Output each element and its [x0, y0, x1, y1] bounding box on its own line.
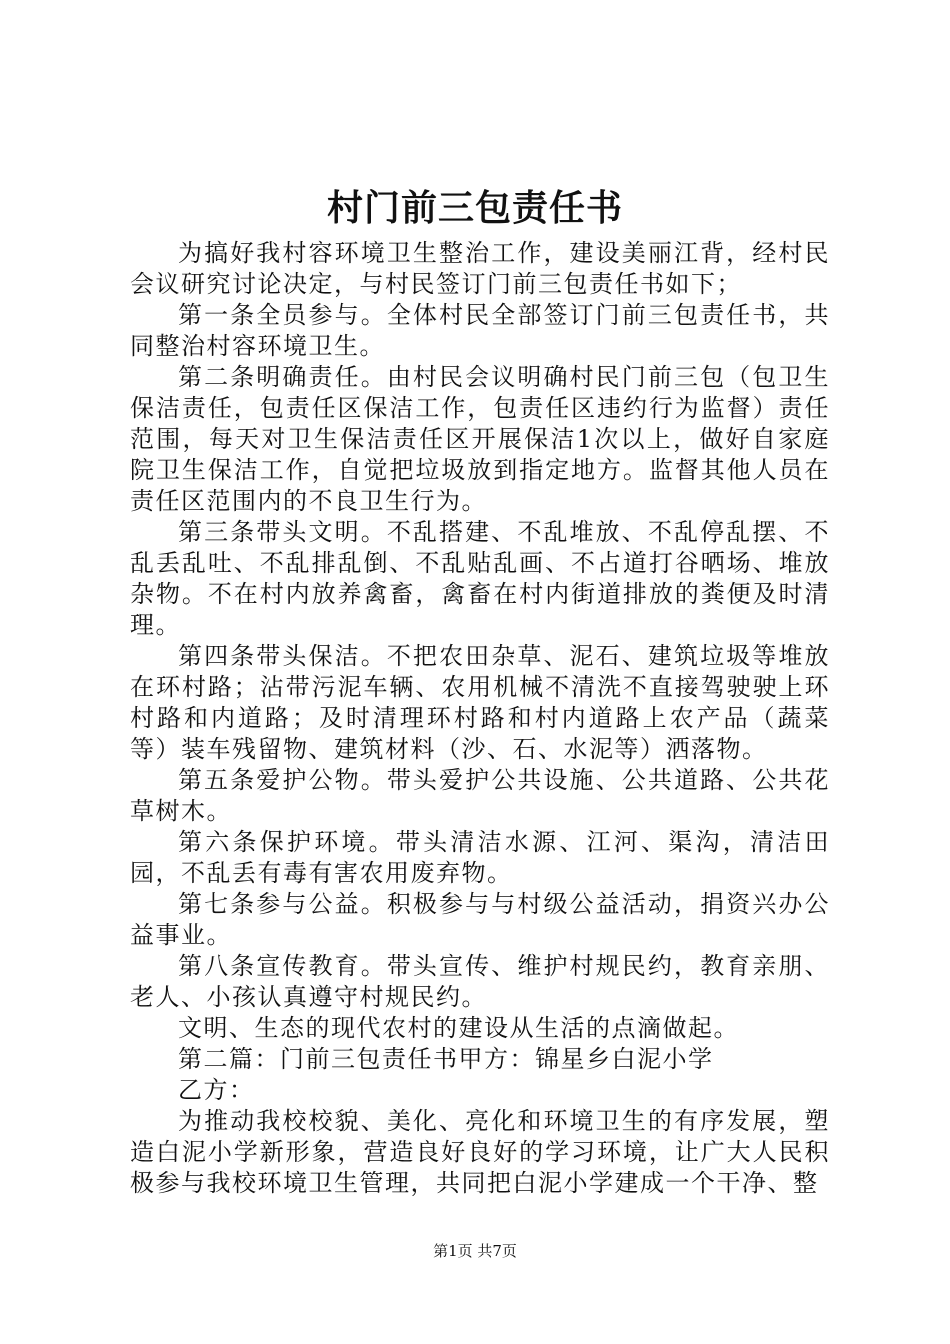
paragraph: 第八条宣传教育。带头宣传、维护村规民约，教育亲朋、老人、小孩认真遵守村规民约。 [130, 952, 830, 1011]
paragraph: 为推动我校校貌、美化、亮化和环境卫生的有序发展，塑造白泥小学新形象，营造良好良好的学习环境，让广大人民积极参与我校环境卫生管理，共同把白泥小学建成一个干净、整 [130, 1107, 830, 1197]
page-number-footer: 第1页 共7页 [433, 1242, 517, 1260]
paragraph: 第二条明确责任。由村民会议明确村民门前三包（包卫生保洁责任，包责任区保洁工作，包责任区违约行为监督）责任范围，每天对卫生保洁责任区开展保洁1次以上，做好自家庭院卫生保洁工作，自觉把垃圾放到指定地方。监督其他人员在责任区范围内的不良卫生行为。 [130, 363, 830, 515]
paragraph: 第七条参与公益。积极参与与村级公益活动，捐资兴办公益事业。 [130, 890, 830, 949]
paragraph: 为搞好我村容环境卫生整治工作，建设美丽江背，经村民会议研究讨论决定，与村民签订门前三包责任书如下； [130, 239, 830, 298]
paragraph: 文明、生态的现代农村的建设从生活的点滴做起。 [178, 1014, 739, 1042]
paragraph: 第四条带头保洁。不把农田杂草、泥石、建筑垃圾等堆放在环村路；沾带污泥车辆、农用机械不清洗不直接驾驶驶上环村路和内道路；及时清理环村路和村内道路上农产品（蔬菜等）装车残留物、建筑材料（沙、石、水泥等）洒落物。 [130, 642, 830, 763]
document-title: 村门前三包责任书 [326, 187, 623, 229]
document-body [130, 238, 830, 1199]
paragraph: 第六条保护环境。带头清洁水源、江河、渠沟，清洁田园，不乱丢有毒有害农用废弃物。 [130, 828, 830, 887]
paragraph: 乙方： [178, 1076, 255, 1104]
paragraph: 第一条全员参与。全体村民全部签订门前三包责任书，共同整治村容环境卫生。 [130, 301, 830, 360]
paragraph: 第三条带头文明。不乱搭建、不乱堆放、不乱停乱摆、不乱丢乱吐、不乱排乱倒、不乱贴乱画、不占道打谷晒场、堆放杂物。不在村内放养禽畜，禽畜在村内街道排放的粪便及时清理。 [130, 518, 830, 639]
paragraph: 第二篇：门前三包责任书甲方：锦星乡白泥小学 [178, 1045, 714, 1073]
paragraph: 第五条爱护公物。带头爱护公共设施、公共道路、公共花草树木。 [130, 766, 830, 825]
